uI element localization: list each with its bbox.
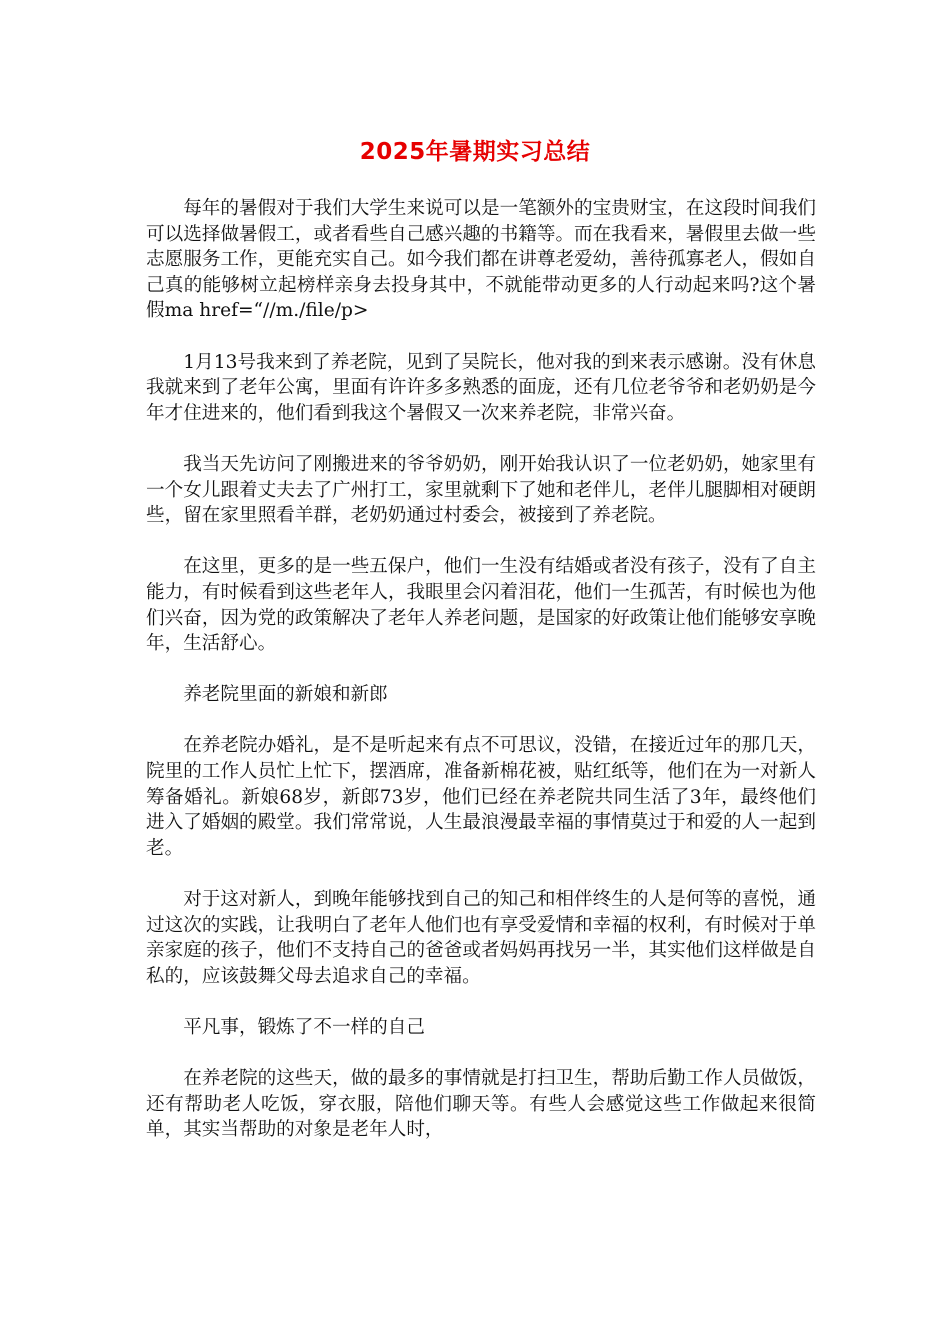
document-title: 2025年暑期实习总结 xyxy=(359,139,591,165)
document-body xyxy=(146,196,816,1169)
paragraph-daily-work: 在养老院的这些天，做的最多的事情就是打扫卫生，帮助后勤工作人员做饭，还有帮助老人吃饭，穿衣服，陪他们聊天等。有些人会感觉这些工作做起来很简单，其实当帮助的对象是老年人时， xyxy=(146,1068,816,1141)
paragraph-wedding: 在养老院办婚礼，是不是听起来有点不可思议，没错，在接近过年的那几天，院里的工作人员忙上忙下，摆酒席，准备新棉花被，贴红纸等，他们在为一对新人筹备婚礼。新娘68岁，新郎73岁，他们已经在养老院共同生活了3年，最终他们进入了婚姻的殿堂。我们常常说，人生最浪漫最幸福的事情莫过于和爱的人一起到老。 xyxy=(146,735,816,859)
paragraph-reflection: 对于这对新人，到晚年能够找到自己的知己和相伴终生的人是何等的喜悦，通过这次的实践，让我明白了老年人他们也有享受爱情和幸福的权利，有时候对于单亲家庭的孩子，他们不支持自己的爸爸或者妈妈再找另一半，其实他们这样做是自私的，应该鼓舞父母去追求自己的幸福。 xyxy=(146,889,816,987)
paragraph-visit: 我当天先访问了刚搬进来的爷爷奶奶，刚开始我认识了一位老奶奶，她家里有一个女儿跟着丈夫去了广州打工，家里就剩下了她和老伴儿，老伴儿腿脚相对硬朗些，留在家里照看羊群，老奶奶通过村委会，被接到了养老院。 xyxy=(146,453,816,527)
paragraph-arrival: 1月13号我来到了养老院，见到了吴院长，他对我的到来表示感谢。没有休息我就来到了老年公寓，里面有许许多多熟悉的面庞，还有几位老爷爷和老奶奶是今年才住进来的，他们看到我这个暑假又一次来养老院，非常兴奋。 xyxy=(146,351,816,424)
paragraph-intro: 每年的暑假对于我们大学生来说可以是一笔额外的宝贵财宝，在这段时间我们可以选择做暑假工，或者看些自己感兴趣的书籍等。而在我看来，暑假里去做一些志愿服务工作，更能充实自己。如今我们都在讲尊老爱幼，善待孤寡老人，假如自己真的能够树立起榜样亲身去投身其中，不就能带动更多的人行动起来吗?这个暑假ma href=“//m./file/p> xyxy=(146,198,816,322)
section-heading-wedding: 养老院里面的新娘和新郎 xyxy=(183,684,388,706)
paragraph-five-guarantee: 在这里，更多的是一些五保户，他们一生没有结婚或者没有孩子，没有了自主能力，有时候看到这些老年人，我眼里会闪着泪花，他们一生孤苦，有时候也为他们兴奋，因为党的政策解决了老年人养老问题，是国家的好政策让他们能够安享晚年，生活舒心。 xyxy=(146,556,816,655)
section-heading-ordinary: 平凡事，锻炼了不一样的自己 xyxy=(183,1017,425,1038)
